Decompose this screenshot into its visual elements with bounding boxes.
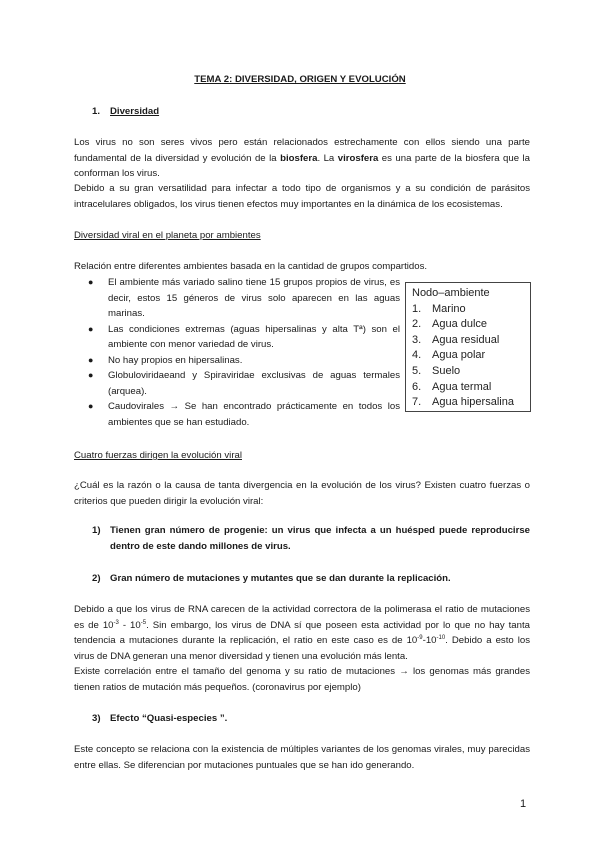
legend-list xyxy=(412,302,530,411)
item-number: 2) xyxy=(92,573,101,584)
section-heading-diversidad xyxy=(92,104,159,120)
list-item: ● Caudovirales → Se han encontrado prácticamente en todos los ambientes que se han estudiado. xyxy=(88,401,400,428)
list-item: ● Globuloviridaeand y Spiraviridae exclusivas de aguas termales (arquea). xyxy=(88,370,400,397)
bullet-icon: ● xyxy=(88,401,94,411)
list-item: ● El ambiente más variado salino tiene 15 grupos propios de virus, es decir, estos 15 géneros de virus solo aparecen en las aguas marinas. xyxy=(88,277,400,319)
section-label: Diversidad xyxy=(110,106,160,117)
item-text: Gran número de mutaciones y mutantes que se dan durante la replicación. xyxy=(110,573,451,584)
subheading-cuatro-fuerzas: Cuatro fuerzas dirigen la evolución viral xyxy=(74,450,242,461)
legend-item: 7. Agua hipersalina xyxy=(412,396,514,409)
intro-text-a: Los virus no son seres vivos pero están relacionados estrechamente con ellos siendo una parte fundamental de la diversidad y evolución de la xyxy=(74,137,530,164)
exponent: -5 xyxy=(140,619,147,626)
intro-paragraph-1 xyxy=(74,135,530,182)
nodo-ambiente-legend-box xyxy=(405,282,531,412)
legend-item: 3. Agua residual xyxy=(412,333,500,346)
exponent: -10 xyxy=(436,634,446,641)
ambientes-bullet-list xyxy=(88,275,400,430)
intro-text-c: . La xyxy=(317,152,338,164)
bullet-icon: ● xyxy=(88,323,94,334)
term-virosfera: virosfera xyxy=(337,152,379,164)
exponent: -9 xyxy=(417,634,423,641)
section-number: 1. xyxy=(92,106,101,117)
document-title: TEMA 2: DIVERSIDAD, ORIGEN Y EVOLUCIÓN xyxy=(194,74,406,85)
intro-text-e: es una parte de la biosfera que la conforman los virus. xyxy=(74,152,531,179)
term-biosfera: biosfera xyxy=(280,152,318,164)
mutaciones-paragraph: Debido a que los virus de RNA carecen de la actividad correctora de la polimerasa el ratio de mutaciones es de $10^{-3} - 10^{-5}$. Sin embargo, los virus de DNA sí que poseen esta actividad por lo que no hay tanta tendencia a mutaciones durante la replicación, el ratio en este caso es de $10^{-9}-10^{-10}$. Debido a esto los virus de DNA generan una menor diversidad y tienen una evolución más lenta. xyxy=(74,604,530,662)
item-number: 3) xyxy=(92,713,101,724)
bullet-icon: ● xyxy=(88,277,94,287)
legend-item: 1. Marino xyxy=(412,302,466,315)
bullet-icon: ● xyxy=(88,354,94,365)
bullet-icon: ● xyxy=(88,370,94,380)
legend-item: 6. Agua termal xyxy=(412,380,492,393)
item-number: 1) xyxy=(92,525,101,536)
fuerza-item-2 xyxy=(92,571,530,587)
legend-item: 2. Agua dulce xyxy=(412,318,488,331)
item-text: Efecto “Quasi-especies ”. xyxy=(110,713,228,724)
list-item: ● Las condiciones extremas (aguas hipersalinas y alta Tª) son el ambiente con menor variedad de virus. xyxy=(88,323,400,350)
legend-item: 4. Agua polar xyxy=(412,349,486,362)
ambientes-lead: Relación entre diferentes ambientes basada en la cantidad de grupos compartidos. xyxy=(74,261,428,272)
legend-heading: Nodo–ambiente xyxy=(412,287,490,299)
fuerza-item-1 xyxy=(92,523,530,554)
legend-item: 5. Suelo xyxy=(412,364,461,377)
fuerza-item-3 xyxy=(92,711,530,727)
correlacion-paragraph: Existe correlación entre el tamaño del genoma y su ratio de mutaciones → los genomas más grandes tienen ratios de mutación más pequeños. (coronavirus por ejemplo) xyxy=(74,666,530,693)
subheading-diversidad-viral: Diversidad viral en el planeta por ambientes xyxy=(74,230,261,241)
list-item: ● No hay propios en hipersalinas. xyxy=(88,353,400,369)
intro-paragraph-2: Debido a su gran versatilidad para infectar a todo tipo de organismos y a su condición de parásitos intracelulares obligados, los virus tienen efectos muy importantes en la dinámica de los ecosistemas. xyxy=(74,183,530,210)
quasi-especies-paragraph: Este concepto se relaciona con la existencia de múltiples variantes de los genomas virales, muy parecidas entre ellas. Se diferencian por mutaciones puntuales que se han ido generando. xyxy=(74,744,530,771)
exponent: -3 xyxy=(113,619,119,626)
fuerzas-lead: ¿Cuál es la razón o la causa de tanta divergencia en la evolución de los virus? Existen cuatro fuerzas o criterios que pueden dirigir la evolución viral: xyxy=(74,480,530,507)
item-text: Tienen gran número de progenie: un virus que infecta a un huésped puede reproducirse dentro de este dando millones de virus. xyxy=(110,525,530,552)
page-number: 1 xyxy=(520,798,527,810)
